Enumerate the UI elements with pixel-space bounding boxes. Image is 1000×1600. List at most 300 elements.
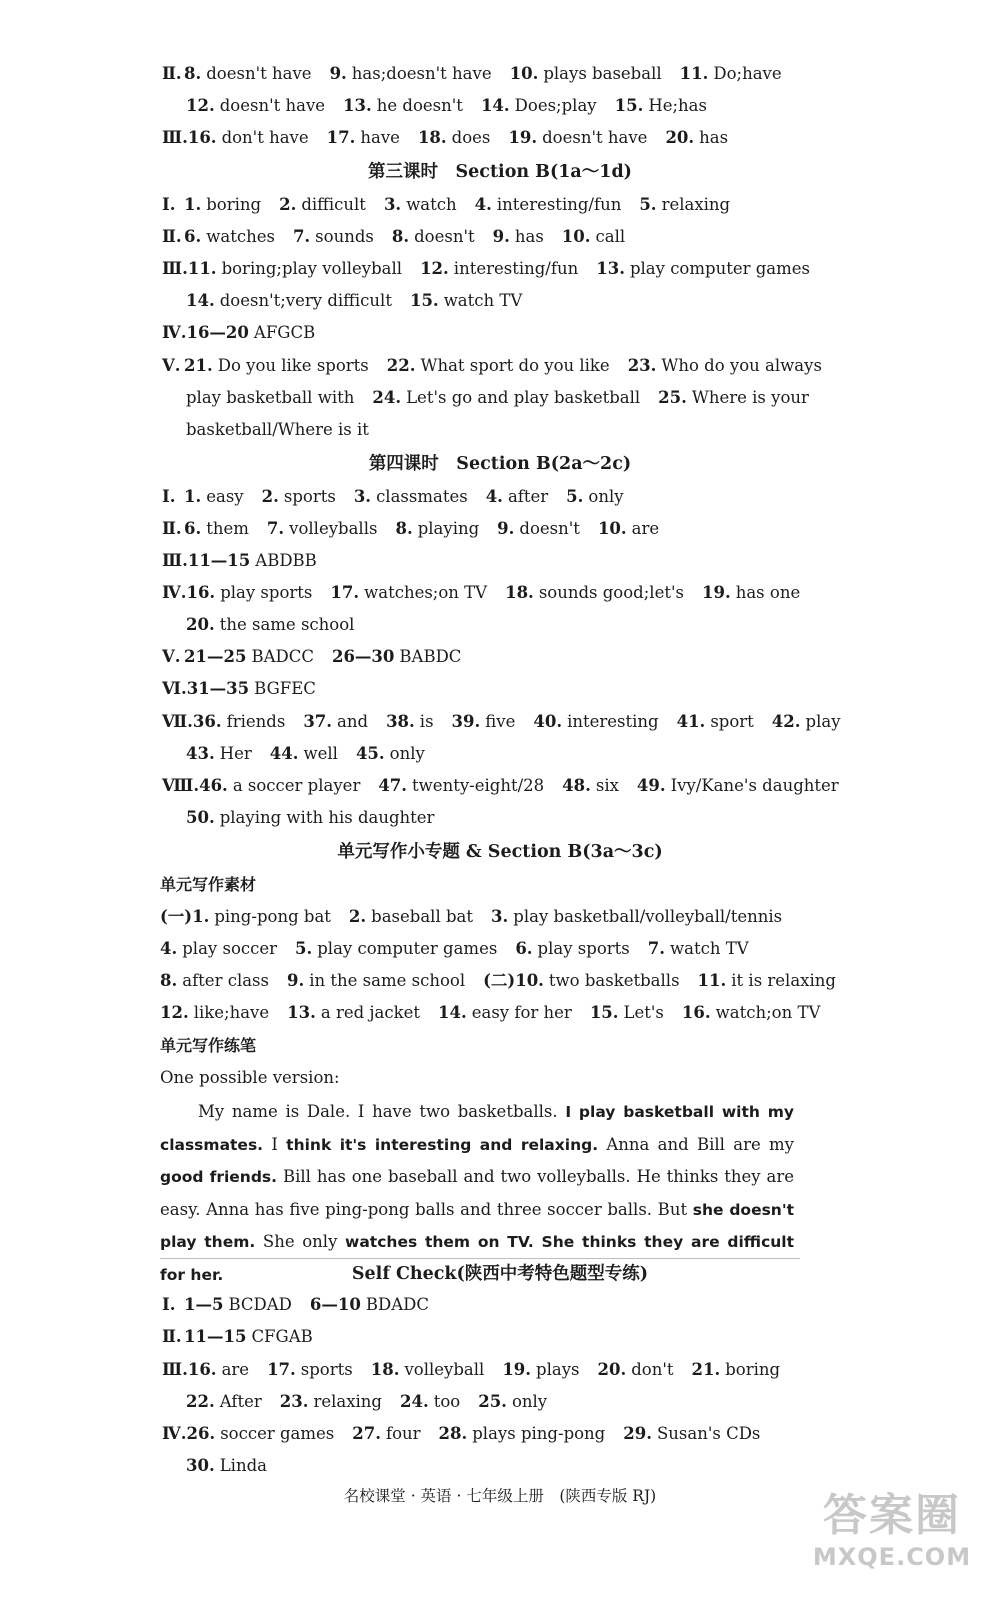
answer-item xyxy=(270,744,338,763)
answer-text: four xyxy=(385,1424,421,1443)
answer-text: ABDBB xyxy=(255,551,317,570)
answer-item xyxy=(497,519,580,538)
answer-item xyxy=(186,323,315,342)
answer-text: watch TV xyxy=(443,291,523,310)
question-number: 5. xyxy=(639,195,657,214)
answer-text: sounds good;let's xyxy=(538,583,684,602)
answer-item xyxy=(677,712,754,731)
answer-item xyxy=(682,1003,820,1022)
answer-text: don't xyxy=(631,1360,674,1379)
answer-row xyxy=(186,614,354,636)
question-number: 22. xyxy=(386,356,416,375)
answer-item xyxy=(648,939,749,958)
answer-text: a red jacket xyxy=(320,1003,421,1022)
answer-text: doesn't xyxy=(414,227,475,246)
answer-item xyxy=(371,1360,485,1379)
question-number: 23. xyxy=(627,356,657,375)
answer-item xyxy=(184,195,261,214)
answer-text: after xyxy=(507,487,549,506)
question-number: 20. xyxy=(597,1360,627,1379)
question-number: 1. xyxy=(184,487,202,506)
question-number: 21—25 xyxy=(184,647,247,666)
watermark-logo-text: 答案圈 xyxy=(823,1490,961,1541)
answer-text: in the same school xyxy=(309,971,466,990)
answer-text: doesn't xyxy=(519,519,580,538)
question-number: 15. xyxy=(589,1003,619,1022)
essay-text: Bill has one baseball and two volleyballs. He thinks they are easy. Anna has five ping-pong balls and three soccer balls. But xyxy=(160,1167,794,1219)
answer-text: sounds xyxy=(315,227,374,246)
question-number: (二)10. xyxy=(483,971,544,990)
question-number: 9. xyxy=(497,519,515,538)
answer-text: watch TV xyxy=(669,939,749,958)
answer-item xyxy=(410,291,522,310)
question-number: 16—20 xyxy=(186,323,249,342)
question-number: 11. xyxy=(679,64,709,83)
roman-numeral: Ⅴ. xyxy=(162,647,181,666)
question-number: 8. xyxy=(160,971,178,990)
answer-item xyxy=(186,1424,334,1443)
answer-text: watches;on TV xyxy=(364,583,488,602)
answer-text: after class xyxy=(182,971,269,990)
answer-item xyxy=(188,551,317,570)
answer-text: sport xyxy=(710,712,754,731)
answer-text: difficult xyxy=(301,195,366,214)
answer-item xyxy=(184,1295,292,1314)
answer-item xyxy=(400,1392,460,1411)
answer-text: Let's xyxy=(623,1003,664,1022)
answer-text: sports xyxy=(283,487,336,506)
answer-row xyxy=(162,1423,760,1445)
answer-text: play sports xyxy=(537,939,630,958)
answer-text: play soccer xyxy=(182,939,278,958)
answer-item xyxy=(330,64,492,83)
question-number: 42. xyxy=(771,712,801,731)
answer-text: friends xyxy=(226,712,286,731)
question-number: 7. xyxy=(647,939,665,958)
essay-highlight: good friends. xyxy=(160,1168,278,1186)
answer-text: Who do you always xyxy=(661,356,822,375)
answer-item xyxy=(392,227,475,246)
answer-text: watch xyxy=(406,195,457,214)
question-number: 14. xyxy=(480,96,510,115)
essay-text: She only xyxy=(255,1232,346,1251)
answer-row xyxy=(160,906,782,928)
question-number: 30. xyxy=(186,1456,215,1475)
answer-text: He;has xyxy=(648,96,707,115)
answer-text: like;have xyxy=(193,1003,270,1022)
answer-row xyxy=(162,226,625,248)
question-number: 3. xyxy=(353,487,372,506)
answer-text: them xyxy=(206,519,249,538)
question-number: 6. xyxy=(515,939,533,958)
question-number: 19. xyxy=(502,1360,532,1379)
subsection-heading: 单元写作练笔 xyxy=(160,1036,257,1055)
answer-item xyxy=(279,195,366,214)
question-number: 21. xyxy=(184,356,213,375)
essay-text: My name is Dale. I have two basketballs. xyxy=(198,1102,566,1121)
question-number: 10. xyxy=(561,227,591,246)
question-number: 8. xyxy=(395,519,413,538)
answer-item xyxy=(186,808,434,827)
answer-row xyxy=(162,63,782,85)
answer-text: have xyxy=(360,128,400,147)
answer-text: BDADC xyxy=(365,1295,429,1314)
question-number: 7. xyxy=(266,519,285,538)
answer-item xyxy=(186,1392,262,1411)
answer-row xyxy=(186,807,434,829)
answer-row xyxy=(162,486,624,508)
roman-numeral: Ⅲ. xyxy=(162,259,188,278)
answer-item xyxy=(293,227,374,246)
question-number: 14. xyxy=(186,291,215,310)
question-number: 28. xyxy=(438,1424,468,1443)
answer-row xyxy=(186,387,809,409)
question-number: 31—35 xyxy=(186,679,250,698)
answer-text: CFGAB xyxy=(251,1327,313,1346)
answer-item xyxy=(439,1424,606,1443)
roman-numeral: Ⅰ. xyxy=(162,195,176,214)
roman-numeral: Ⅳ. xyxy=(162,583,187,602)
essay-highlight: watches them on TV. She thinks they are difficult for her. xyxy=(160,1233,795,1284)
answer-item xyxy=(332,647,461,666)
answer-row xyxy=(162,355,822,377)
roman-numeral: Ⅲ. xyxy=(162,1360,188,1379)
question-number: 1—5 xyxy=(184,1295,224,1314)
roman-numeral: Ⅰ. xyxy=(162,487,176,506)
question-number: 14. xyxy=(438,1003,467,1022)
question-number: 8. xyxy=(391,227,410,246)
answer-row xyxy=(162,678,316,700)
answer-item xyxy=(193,712,285,731)
answer-text: has xyxy=(699,128,729,147)
answer-text: does xyxy=(451,128,491,147)
answer-text: interesting/fun xyxy=(453,259,579,278)
answer-text: boring;play volleyball xyxy=(221,259,403,278)
answer-text: watches xyxy=(206,227,275,246)
question-number: 19. xyxy=(701,583,731,602)
answer-text: twenty-eight/28 xyxy=(412,776,545,795)
question-number: 17. xyxy=(267,1360,296,1379)
answer-row xyxy=(160,938,749,960)
essay-highlight: I play basketball with my classmates. xyxy=(160,1103,794,1154)
answer-text: volleyballs xyxy=(289,519,378,538)
question-number: 16. xyxy=(681,1003,711,1022)
answer-item xyxy=(515,939,629,958)
answer-row xyxy=(160,1002,820,1024)
answer-row xyxy=(186,743,425,765)
answer-text: plays ping-pong xyxy=(472,1424,606,1443)
answer-item xyxy=(386,712,433,731)
question-number: 41. xyxy=(676,712,706,731)
answer-item xyxy=(184,1327,313,1346)
question-number: 16. xyxy=(187,128,217,147)
watermark-url: MXQE.COM xyxy=(812,1543,972,1571)
answer-text: soccer games xyxy=(220,1424,335,1443)
answer-row xyxy=(160,1067,340,1089)
answer-item xyxy=(287,971,465,990)
answer-text: baseball bat xyxy=(371,907,474,926)
answer-item xyxy=(186,615,354,634)
answer-item xyxy=(186,744,252,763)
answer-text: easy for her xyxy=(471,1003,572,1022)
answer-text: Do;have xyxy=(713,64,782,83)
answer-item xyxy=(639,195,730,214)
question-number: 6. xyxy=(184,227,202,246)
question-number: 19. xyxy=(508,128,538,147)
answer-item xyxy=(184,356,369,375)
answer-item xyxy=(491,907,782,926)
question-number: 18. xyxy=(417,128,447,147)
question-number: 24. xyxy=(400,1392,429,1411)
question-number: 5. xyxy=(295,939,313,958)
answer-item xyxy=(187,679,316,698)
question-number: 47. xyxy=(378,776,408,795)
answer-text: basketball/Where is it xyxy=(186,420,369,439)
answer-text: play basketball with xyxy=(186,388,355,407)
section-heading: 单元写作小专题 & Section B(3a～3c) xyxy=(337,842,663,862)
question-number: 15. xyxy=(409,291,439,310)
question-number: 38. xyxy=(386,712,415,731)
answer-item xyxy=(475,195,622,214)
section-heading: 第三课时 Section B(1a～1d) xyxy=(368,162,632,182)
section-heading: 第四课时 Section B(2a～2c) xyxy=(368,454,632,474)
question-number: 17. xyxy=(330,583,360,602)
answer-item xyxy=(598,1360,674,1379)
question-number: 17. xyxy=(326,128,356,147)
answer-text: relaxing xyxy=(313,1392,382,1411)
answer-row xyxy=(162,1326,313,1348)
answer-item xyxy=(184,227,275,246)
answer-text: Does;play xyxy=(514,96,597,115)
answer-text: it is relaxing xyxy=(731,971,836,990)
question-number: 1. xyxy=(184,195,202,214)
answer-text: BCDAD xyxy=(228,1295,292,1314)
question-number: 3. xyxy=(491,907,509,926)
question-number: 46. xyxy=(199,776,228,795)
answer-text: five xyxy=(485,712,516,731)
question-number: 45. xyxy=(355,744,385,763)
answer-item xyxy=(186,583,312,602)
answer-text: After xyxy=(219,1392,262,1411)
answer-text: play computer games xyxy=(629,259,811,278)
answer-item xyxy=(702,583,800,602)
answer-item xyxy=(420,259,578,278)
answer-text: What sport do you like xyxy=(420,356,610,375)
question-number: 26. xyxy=(186,1424,216,1443)
subsection-heading: 单元写作素材 xyxy=(160,875,257,894)
answer-text: plays baseball xyxy=(543,64,662,83)
answer-row xyxy=(162,582,800,604)
answer-row xyxy=(162,127,728,149)
answer-item xyxy=(303,712,368,731)
answer-item xyxy=(772,712,841,731)
answer-item xyxy=(184,487,244,506)
answer-row xyxy=(162,518,659,540)
question-number: 12. xyxy=(420,259,449,278)
roman-numeral: Ⅶ. xyxy=(162,712,193,731)
answer-text: only xyxy=(389,744,425,763)
answer-text: One possible version: xyxy=(160,1068,340,1087)
answer-text: Her xyxy=(219,744,252,763)
roman-numeral: Ⅳ. xyxy=(162,1424,187,1443)
answer-item xyxy=(160,971,269,990)
answer-item xyxy=(566,487,623,506)
answer-text: plays xyxy=(536,1360,580,1379)
answer-item xyxy=(160,939,277,958)
question-number: 13. xyxy=(287,1003,316,1022)
answer-row xyxy=(162,1294,429,1316)
answer-text: Linda xyxy=(219,1456,267,1475)
answer-item xyxy=(510,64,662,83)
answer-text: play basketball/volleyball/tennis xyxy=(513,907,783,926)
answer-item xyxy=(508,128,647,147)
answer-text: six xyxy=(595,776,619,795)
question-number: 40. xyxy=(533,712,563,731)
answer-row xyxy=(162,258,810,280)
answer-item xyxy=(310,1295,429,1314)
answer-item xyxy=(384,195,457,214)
roman-numeral: Ⅱ. xyxy=(162,1327,182,1346)
answer-text: ping-pong bat xyxy=(214,907,331,926)
question-number: 11—15 xyxy=(187,551,251,570)
answer-item xyxy=(188,259,402,278)
question-number: (一)1. xyxy=(160,907,210,926)
question-number: 11—15 xyxy=(184,1327,247,1346)
answer-item xyxy=(295,939,497,958)
answer-row xyxy=(162,194,730,216)
question-number: 20. xyxy=(186,615,215,634)
question-number: 6—10 xyxy=(309,1295,361,1314)
answer-text: play computer games xyxy=(317,939,498,958)
question-number: 49. xyxy=(636,776,666,795)
answer-row xyxy=(162,550,317,572)
answer-item xyxy=(533,712,658,731)
question-number: 20. xyxy=(665,128,695,147)
roman-numeral: Ⅴ. xyxy=(162,356,181,375)
answer-item xyxy=(562,227,625,246)
answer-item xyxy=(186,96,325,115)
answer-text: he doesn't xyxy=(376,96,463,115)
answer-text: Where is your xyxy=(691,388,809,407)
answer-item xyxy=(481,96,597,115)
answer-item xyxy=(395,519,479,538)
roman-numeral: Ⅱ. xyxy=(162,227,182,246)
answer-text: interesting xyxy=(567,712,659,731)
answer-row xyxy=(162,775,839,797)
answer-text: too xyxy=(433,1392,461,1411)
roman-numeral: Ⅲ. xyxy=(162,551,188,570)
answer-row xyxy=(186,1455,267,1477)
answer-text: doesn't have xyxy=(542,128,648,147)
question-number: 10. xyxy=(509,64,539,83)
roman-numeral: Ⅱ. xyxy=(162,64,182,83)
answer-text: volleyball xyxy=(404,1360,485,1379)
answer-item xyxy=(562,776,619,795)
question-number: 11. xyxy=(187,259,217,278)
question-number: 2. xyxy=(279,195,297,214)
answer-text: well xyxy=(303,744,338,763)
answer-item xyxy=(188,128,309,147)
answer-item xyxy=(598,519,659,538)
answer-item xyxy=(184,519,249,538)
answer-item xyxy=(186,388,354,407)
answer-text: Susan's CDs xyxy=(656,1424,761,1443)
answer-item xyxy=(372,388,640,407)
answer-text: the same school xyxy=(219,615,355,634)
question-number: 18. xyxy=(370,1360,400,1379)
answer-item xyxy=(438,1003,572,1022)
question-number: 2. xyxy=(348,907,367,926)
answer-text: relaxing xyxy=(661,195,731,214)
question-number: 37. xyxy=(303,712,333,731)
section-heading: Self Check(陕西中考特色题型专练) xyxy=(351,1264,649,1284)
question-number: 4. xyxy=(160,939,178,958)
site-watermark xyxy=(802,1490,982,1590)
question-number: 11. xyxy=(697,971,727,990)
answer-row xyxy=(186,95,707,117)
answer-text: a soccer player xyxy=(232,776,361,795)
roman-numeral: Ⅳ. xyxy=(162,323,187,342)
answer-text: has xyxy=(514,227,544,246)
question-number: 39. xyxy=(451,712,481,731)
answer-item xyxy=(330,583,487,602)
answer-item xyxy=(486,487,548,506)
answer-item xyxy=(615,96,707,115)
answer-row xyxy=(162,711,841,733)
question-number: 4. xyxy=(474,195,492,214)
answer-text: classmates xyxy=(376,487,468,506)
question-number: 48. xyxy=(562,776,591,795)
question-number: 22. xyxy=(186,1392,215,1411)
answer-item xyxy=(493,227,544,246)
answer-text: are xyxy=(631,519,660,538)
essay-text: Anna and Bill are my xyxy=(598,1134,794,1154)
answer-item xyxy=(418,128,490,147)
question-number: 21. xyxy=(691,1360,721,1379)
answer-text: Let's go and play basketball xyxy=(406,388,641,407)
answer-text: doesn't have xyxy=(206,64,312,83)
answer-item xyxy=(287,1003,420,1022)
answer-text: has;doesn't have xyxy=(351,64,492,83)
answer-item xyxy=(665,128,728,147)
answer-text: and xyxy=(337,712,369,731)
answer-item xyxy=(590,1003,664,1022)
answer-text: playing xyxy=(417,519,480,538)
question-number: 23. xyxy=(279,1392,309,1411)
answer-item xyxy=(184,647,314,666)
answer-item xyxy=(356,744,425,763)
answer-text: doesn't;very difficult xyxy=(219,291,392,310)
answer-item xyxy=(186,1456,267,1475)
question-number: 29. xyxy=(623,1424,652,1443)
question-number: 13. xyxy=(343,96,372,115)
question-number: 10. xyxy=(597,519,627,538)
question-number: 16. xyxy=(187,1360,217,1379)
roman-numeral: Ⅰ. xyxy=(162,1295,176,1314)
answer-item xyxy=(343,96,463,115)
answer-text: only xyxy=(511,1392,548,1411)
question-number: 5. xyxy=(566,487,584,506)
answer-item xyxy=(596,259,810,278)
essay-highlight: she doesn't play them. xyxy=(160,1200,794,1251)
answer-text: BABDC xyxy=(399,647,462,666)
question-number: 7. xyxy=(292,227,311,246)
question-number: 9. xyxy=(492,227,510,246)
section-divider xyxy=(160,1258,800,1259)
answer-item xyxy=(658,388,809,407)
answer-text: AFGCB xyxy=(253,323,316,342)
roman-numeral: Ⅵ. xyxy=(162,679,187,698)
